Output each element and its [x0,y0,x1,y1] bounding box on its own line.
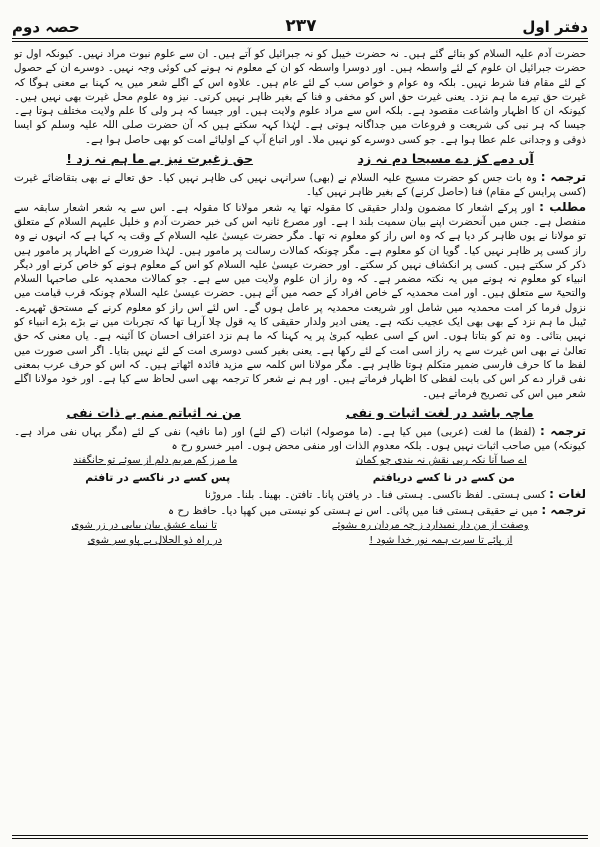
third-couplet [14,470,586,486]
quoted-verse-1-left: ما مرز کم مریم دلم از سوئے تو جانگفند [73,455,238,467]
quoted-verse-1-right: اے صبا آنا نکہ ربی نقش نہ بندی چو کمان [355,455,527,467]
second-couplet [14,403,586,423]
translation-2 [14,424,586,454]
page-body [14,47,586,829]
third-couplet-left: پس کسے در ناکسے در تافتم [85,471,231,485]
vocabulary-label: لغات : [549,487,586,502]
commentary-text: اور پرکے اشعار کا مضمون ولدار حقیقی کا مقولہ تھا یہ شعر مولانا کا مقولہ ہے۔ اس سے یہ شعر اشعار سابقہ سے منفصل ہے۔ جس میں آنحضرت اپنے بیان سمیت بلند ا ہے۔ اور مصرع ثانیہ اس کی خبر حضرت آدم و خلیل علیہم السلام کے متعلق تو مولانا نے یوں ظاہر کر دیا ہے کہ وہ اس راز کو معلوم نہ تھا۔ مگر حضرت عیسیٰ علیہ السلام کے وقت یہ کہا ہے کہ انہوں نے وہ راز کسی پر ظاہر نہیں کیا۔ گویا ان کو معلوم ہے۔ مگر چونکہ کمالات رسالت پر مامور ہیں۔ لہٰذا ضرورت کے اظہار پر مامور ہیں ذکر کر سکتے ہیں۔ کسی پر انکشاف نہیں کر سکتے۔ اور حضرت عیسیٰ علیہ السلام کو اس کے معلوم ہونے کو خاص کرنے اور دیگر انبیاء کو معلوم نہ ہونے میں یہ نکتہ مضمر ہے۔ کہ وہ راز ان علوم ولایت میں سے ہے۔ جو کمالات محمدیہ علی صاحبہا السلام والتحیۃ سے متعلق ہیں۔ اور امت محمدیہ کے خاص افراد کے حصہ میں آئے ہیں۔ حضرت عیسیٰ علیہ السلام چونکہ قرب قیامت میں نزول فرما کر امت محمدیہ میں شامل اور شریعت محمدیہ پر عامل ہوں گے۔ اس لئے اس راز کو معلوم کرنے کے مستحق ٹھہرے۔ ٹیبل ما ہم نزد کے بھی بھی ایک عجیب نکتہ ہے۔ یعنی ادیر ولدار حقیقی کا یہ قول چلا آرہا تھا کہ تجربات میں نے بڑے بڑے انبیاء کو نہیں بتائی۔ وہ تم کو بتاتا ہوں۔ اس کے اسی عطیہ کبریٰ پر یہ کہنا کہ ما ہم نزد اعتراف احسان کا آئینہ ہے۔ یاں معنی کہ حق تعالیٰ نے بھی اس غیرت سے یہ راز اسی امت کے لئے رکھا ہے۔ یعنی بغیر کسی دوسری امت کے لئے نہیں بتایا۔ اگر اسی صورت میں لفظ ما کا حرف فارسی ضمیر متکلم ہوتا ظاہر ہے۔ مگر مولانا اس کلمہ سے مزید فائدہ اٹھاتے ہیں۔ کہ اس کو حرف عرب بمعنی نفی قرار دے کر اس کی بابت لفظی کا اظہار فرماتے ہیں۔ اور ہم نے شعر کا ترجمہ بھی اسی لحاظ سے کیا ہے۔ اور خود مولانا اگلے شعر میں اس کی تصریح فرماتے ہیں۔ [14,201,586,400]
main-couplet-right: آں دمے کز دے مسیحا دم نہ زد [357,151,534,167]
header-rule [12,38,588,39]
commentary [14,200,586,401]
main-couplet [14,149,586,169]
opening-paragraph: حضرت آدم علیہ السلام کو بتائے گئے ہیں۔ نہ حضرت خیبل کو نہ جبرائیل کو آتے ہیں۔ ان سے علوم نبوت مراد نہیں۔ کیونکہ اول تو حضرت جبرائیل ان علوم کے لئے واسطہ ہیں۔ اور دوسرا واسطہ کو ان کے معلوم نہ ہونے کی کوئی وجہ نہیں۔ دوسرے ان کے حصول کے لئے مقام فنا شرط نہیں۔ بلکہ وہ عوام و خواص سب کے لئے عام ہیں۔ علاوہ اس کے اگلے شعر میں یہ کہنا بے معنی ہوگا کہ غیرت حق تیرے ما ہم نزد۔ یعنی غیرت حق اس کو مخفی و فنا کے بغیر ظاہر نہیں کرتی۔ نیز وہ علوم محل غیرت بھی نہیں ہیں۔ کیونکہ ان کا اظہار واشاعت مقصود ہے۔ بلکہ اس سے مراد علوم ولایت ہیں۔ اور جیسا کہ ہر ولی کا علم ولایت مختلف ہوتا ہے۔ جیسا کہ ہر نبی کی شریعت و فروعات میں جداگانہ ہوتی ہے۔ لہٰذا کہہ سکتے ہیں کہ آن حضرت صلی اللہ علیہ وسلم کو ایسا ذوقی و وجدانی علم عطا ہوا ہے۔ جو کسی دوسرے کو نہیں ملا۔ اور اتباع آپ کے اولیائے امت کو بھی حاصل ہوا ہے۔ [14,48,586,146]
quoted-verse-3-right: از پائے تا سرت ہمہ نور خدا شود ! [369,535,513,547]
header-left-title: حصہ دوم [12,18,80,36]
footer-rule [12,838,588,839]
translation-3-text: میں نے حقیقی ہستی فنا میں پائی۔ اس نے ہستی کو نیستی میں کھپا دیا۔ حافظ رح ہ [168,504,539,517]
third-couplet-right: من کسے در نا کسے دریافتم [372,471,515,485]
vocabulary [14,487,586,502]
header-right-title: دفتر اول [522,18,588,36]
quoted-verse-2 [14,518,586,533]
translation-1-label: ترجمہ : [540,170,586,185]
quoted-verse-3-left: در راہ ذو الجلال بے پاو سر شوی [87,535,222,547]
second-couplet-right: ماچہ باشد در لغت اثبات و نفی [345,404,534,420]
page-number: ۲۳۷ [285,16,317,36]
footer-rule-thin [12,835,588,836]
main-couplet-left: حق زغیرت نیز بے ما ہم نہ زد ! [66,151,254,167]
commentary-label: مطلب : [539,199,586,214]
translation-3 [14,503,586,518]
translation-1 [14,170,586,200]
translation-2-label: ترجمہ : [540,423,586,438]
header-rule-thin [12,41,588,42]
quoted-verse-2-left: تا نبیاے عشق بیان بیابی در زر شوی [71,520,217,532]
translation-1-text: وہ بات جس کو حضرت مسیح علیہ السلام نے (بھی) سرانہی نہیں کی ظاہر نہیں کیا۔ حق تعالے نے بھی بتقاضائے غیرت (کسی پرایس کے مقام) فنا (حاصل کرنے) کے بغیر ظاہر نہیں کیا۔ [14,172,586,199]
quoted-verse-2-right: وصفت از من دار نمیدارد ز چہ مردان رہ بشوئے [331,520,529,532]
quoted-verse-3 [14,533,586,548]
second-couplet-left: من نہ اثباتم منم بے ذات نفی [66,404,242,420]
translation-2-text: (لفظ) ما لغت (عربی) میں کیا ہے۔ (ما موصولہ) اثبات (کے لئے) اور (ما نافیہ) نفی کے لئے (مگر یہاں نفی مراد ہے۔ کیونکہ) میں صاحب اثبات نہیں ہوں۔ بلکہ معدوم الذات اور منفی محض ہوں۔ امیر خسرو رح ہ [14,425,586,453]
vocabulary-text: کسی ہستی۔ لفظ ناکسی۔ ہستی فنا۔ در یافتن پانا۔ تافتن۔ بھینا۔ بلنا۔ مروڑنا [204,489,546,502]
translation-3-label: ترجمہ : [541,502,586,517]
quoted-verse-1 [14,453,586,468]
page-header [12,6,588,36]
